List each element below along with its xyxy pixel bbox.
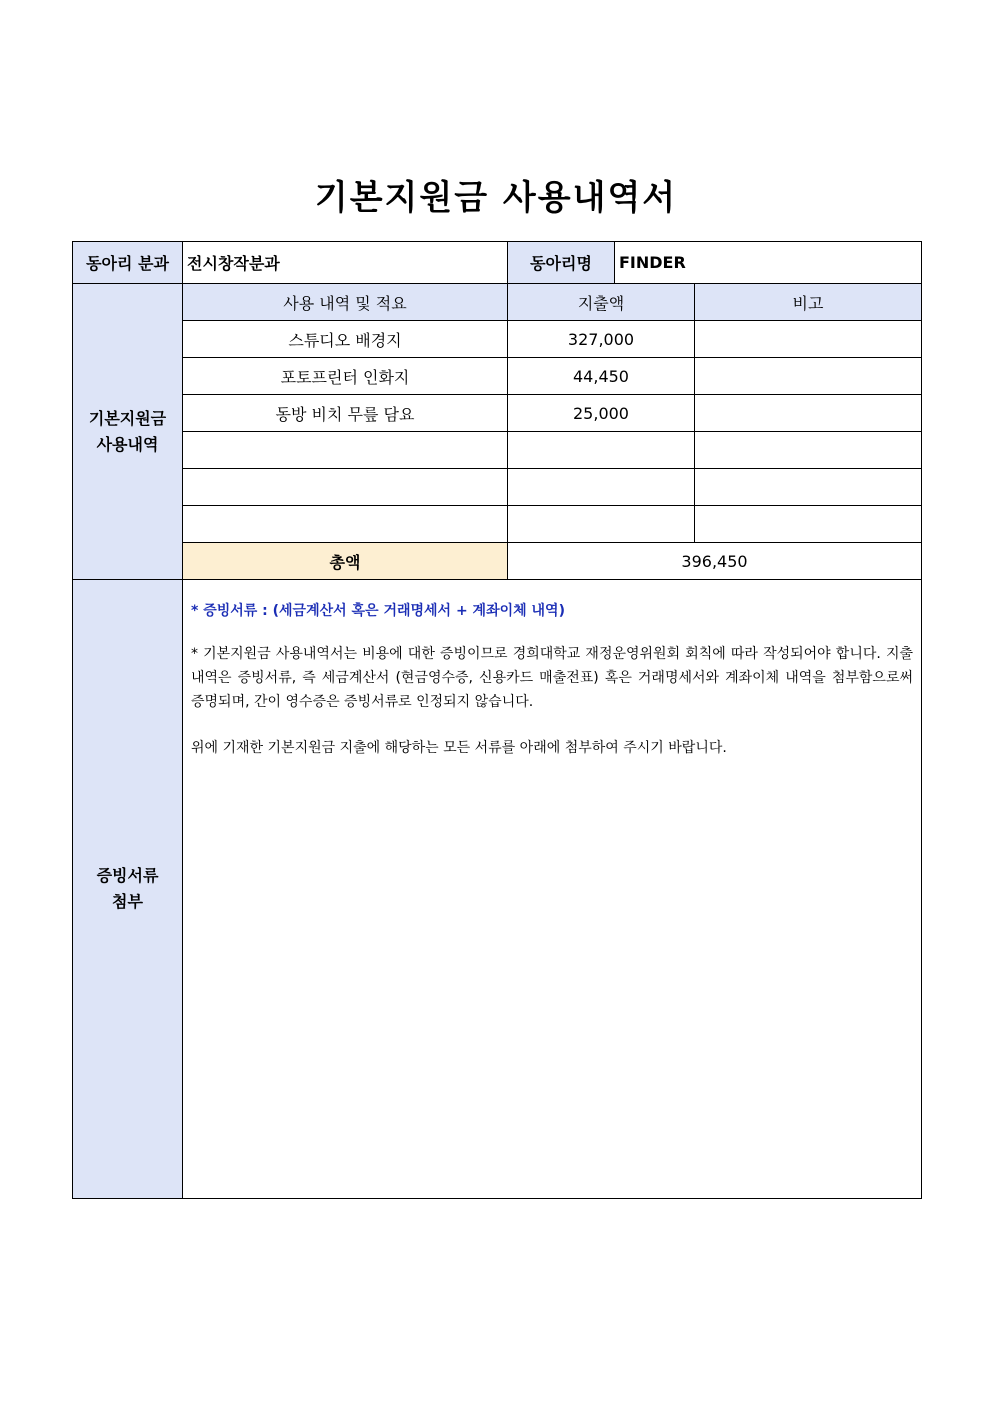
usage-row: [73, 469, 922, 506]
evidence-attachment-area[interactable]: [183, 580, 922, 1199]
usage-desc-cell[interactable]: 동방 비치 무릎 담요: [183, 395, 508, 432]
usage-amount-cell[interactable]: 44,450: [508, 358, 695, 395]
usage-row: [73, 506, 922, 543]
evidence-section-label-line2: 첨부: [112, 892, 143, 911]
usage-desc-cell[interactable]: [183, 469, 508, 506]
total-row: [73, 543, 922, 580]
usage-note-cell[interactable]: [695, 506, 922, 543]
usage-section-label-line2: 사용내역: [96, 434, 159, 454]
usage-desc-cell[interactable]: 스튜디오 배경지: [183, 321, 508, 358]
evidence-policy-note: * 기본지원금 사용내역서는 비용에 대한 증빙이므로 경희대학교 재정운영위원회 회칙에 따라 작성되어야 합니다. 지출 내역은 증빙서류, 즉 세금계산서 (현금영수증, 신용카드 매출전표) 혹은 거래명세서와 계좌이체 내역을 첨부함으로써 증명되며, 간이 영수증은 증빙서류로 인정되지 않습니다.: [191, 646, 913, 710]
club-name-value[interactable]: FINDER: [615, 242, 922, 284]
usage-section-label: [73, 284, 183, 580]
usage-amount-cell[interactable]: 327,000: [508, 321, 695, 358]
column-header-note: 비고: [695, 284, 922, 321]
column-header-amount: 지출액: [508, 284, 695, 321]
total-label: 총액: [183, 543, 508, 580]
page-title: 기본지원금 사용내역서: [314, 178, 678, 218]
usage-section-label-line1: 기본지원금: [88, 408, 167, 428]
division-label: 동아리 분과: [73, 242, 183, 284]
club-info-row: [73, 242, 922, 284]
usage-desc-cell[interactable]: [183, 432, 508, 469]
division-value[interactable]: 전시창작분과: [183, 242, 508, 284]
evidence-instruction: 위에 기재한 기본지원금 지출에 해당하는 모든 서류를 아래에 첨부하여 주시기 바랍니다.: [191, 740, 727, 756]
usage-row: [73, 432, 922, 469]
evidence-highlight-note: * 증빙서류 : (세금계산서 혹은 거래명세서 + 계좌이체 내역): [191, 603, 565, 619]
evidence-row: [73, 580, 922, 1199]
evidence-section-label: [73, 580, 183, 1199]
usage-note-cell[interactable]: [695, 395, 922, 432]
usage-note-cell[interactable]: [695, 321, 922, 358]
usage-row: [73, 321, 922, 358]
usage-amount-cell[interactable]: [508, 432, 695, 469]
usage-form-table: [72, 241, 922, 1199]
usage-row: [73, 395, 922, 432]
total-value[interactable]: 396,450: [508, 543, 922, 580]
usage-amount-cell[interactable]: 25,000: [508, 395, 695, 432]
club-name-label: 동아리명: [508, 242, 615, 284]
usage-note-cell[interactable]: [695, 469, 922, 506]
usage-row: [73, 358, 922, 395]
evidence-section-label-line1: 증빙서류: [96, 866, 159, 885]
usage-amount-cell[interactable]: [508, 506, 695, 543]
column-header-desc: 사용 내역 및 적요: [183, 284, 508, 321]
usage-desc-cell[interactable]: [183, 506, 508, 543]
usage-note-cell[interactable]: [695, 432, 922, 469]
usage-header-row: [73, 284, 922, 321]
usage-note-cell[interactable]: [695, 358, 922, 395]
usage-desc-cell[interactable]: 포토프린터 인화지: [183, 358, 508, 395]
usage-amount-cell[interactable]: [508, 469, 695, 506]
